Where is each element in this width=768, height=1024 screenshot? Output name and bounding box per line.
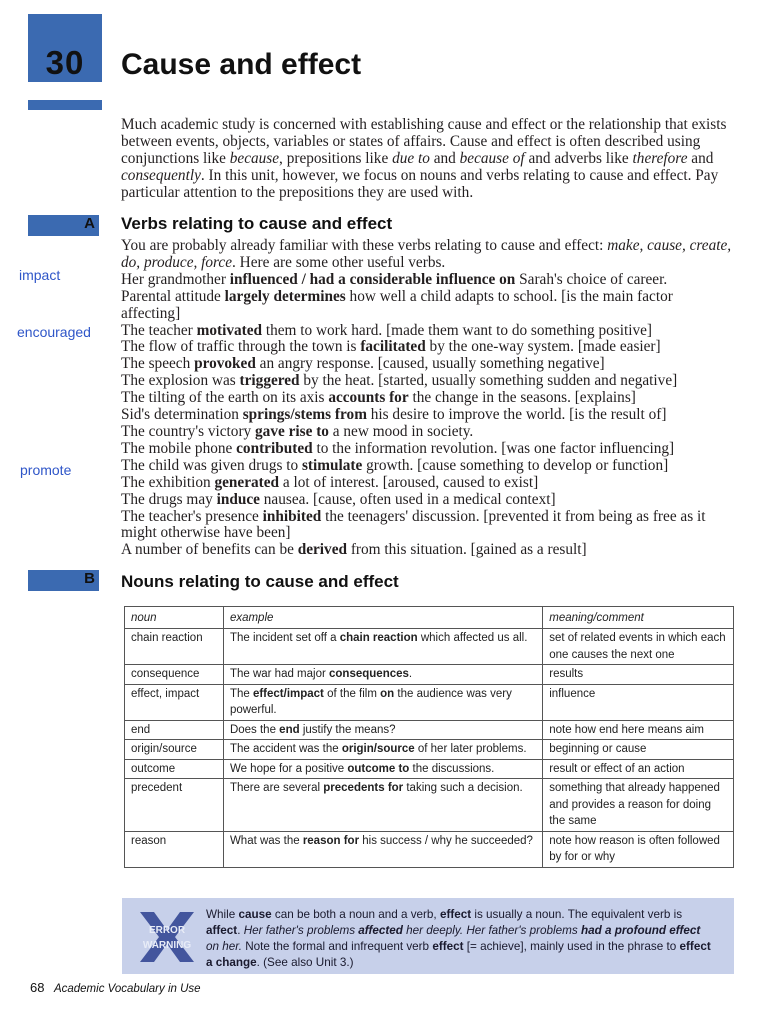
margin-note-promote: promote [20, 462, 72, 478]
verb-example-line: You are probably already familiar with these verbs relating to cause and effect: make, cause, create, do, produce, force. Here are some other useful verbs. [121, 237, 732, 271]
section-a-tag [28, 215, 99, 236]
nouns-table [124, 606, 734, 868]
example-cell: We hope for a positive outcome to the discussions. [223, 759, 542, 779]
unit-box-bar [28, 100, 102, 110]
example-cell: The accident was the origin/source of her later problems. [223, 740, 542, 760]
verb-example-line: A number of benefits can be derived from this situation. [gained as a result] [121, 541, 587, 559]
verb-example-line: The drugs may induce nausea. [cause, often used in a medical context] [121, 490, 556, 508]
table-row [125, 740, 734, 760]
warning-icon-word: WARNING [142, 940, 192, 951]
verb-examples-list [121, 238, 733, 559]
noun-cell: effect, impact [125, 684, 224, 720]
meaning-cell: beginning or cause [543, 740, 734, 760]
meaning-cell: results [543, 665, 734, 685]
meaning-cell: set of related events in which each one causes the next one [543, 629, 734, 665]
error-warning-box [122, 898, 734, 974]
verb-example-line: The exhibition generated a lot of interest. [aroused, caused to exist] [121, 473, 539, 491]
verb-example-line: The mobile phone contributed to the information revolution. [was one factor influencing] [121, 439, 675, 457]
noun-cell: end [125, 720, 224, 740]
margin-note-encouraged: encouraged [17, 324, 91, 340]
table-row [125, 779, 734, 832]
table-row [125, 665, 734, 685]
example-cell: The war had major consequences. [223, 665, 542, 685]
noun-cell: chain reaction [125, 629, 224, 665]
verb-example-line: The teacher motivated them to work hard. [made them want to do something positive] [121, 321, 653, 339]
unit-number: 30 [45, 44, 85, 81]
page-number: 68 [30, 980, 45, 995]
unit-box-band [28, 82, 102, 100]
meaning-cell: result or effect of an action [543, 759, 734, 779]
column-header-meaning: meaning/comment [543, 607, 734, 629]
verb-example-line: The teacher's presence inhibited the teenagers' discussion. [prevented it from being as free as it might otherwise have been] [121, 507, 706, 542]
section-a-letter: A [84, 215, 95, 232]
noun-cell: outcome [125, 759, 224, 779]
table-row [125, 831, 734, 867]
verb-example-line: The speech provoked an angry response. [caused, usually something negative] [121, 355, 605, 373]
section-b-letter: B [84, 570, 95, 587]
example-cell: Does the end justify the means? [223, 720, 542, 740]
noun-cell: origin/source [125, 740, 224, 760]
column-header-example: example [223, 607, 542, 629]
meaning-cell: something that already happened and provides a reason for doing the same [543, 779, 734, 832]
verb-example-line: Sid's determination springs/stems from his desire to improve the world. [is the result of] [121, 406, 667, 424]
example-cell: The effect/impact of the film on the audience was very powerful. [223, 684, 542, 720]
section-b-tag [28, 570, 99, 591]
noun-cell: reason [125, 831, 224, 867]
section-a-heading: Verbs relating to cause and effect [121, 214, 393, 233]
noun-cell: consequence [125, 665, 224, 685]
table-row [125, 629, 734, 665]
intro-paragraph: Much academic study is concerned with establishing cause and effect or the relationship that exists between events, objects, variables or states of affairs. Cause and effect is often described using conjunctions like because, prepositions like due to and because of and adverbs like therefore and consequently. In this unit, however, we focus on nouns and verbs relating to cause and effect. Pay particular attention to the prepositions they are used with. [121, 116, 727, 201]
verb-example-line: The tilting of the earth on its axis accounts for the change in the seasons. [explains] [121, 389, 636, 407]
error-warning-text: While cause can be both a noun and a verb, effect is usually a noun. The equivalent verb is affect. Her father's problems affected her deeply. Her father's problems had a profound effect on her. Note the formal and infrequent verb effect [= achieve], mainly used in the phrase to effect a change. (See also Unit 3.) [206, 908, 711, 969]
verb-example-line: Her grandmother influenced / had a considerable influence on Sarah's choice of career. [121, 270, 668, 288]
verb-example-line: The flow of traffic through the town is facilitated by the one-way system. [made easier] [121, 338, 661, 356]
table-row [125, 684, 734, 720]
example-cell: The incident set off a chain reaction which affected us all. [223, 629, 542, 665]
book-title: Academic Vocabulary in Use [53, 983, 201, 995]
example-cell: What was the reason for his success / why he succeeded? [223, 831, 542, 867]
verb-example-line: Parental attitude largely determines how well a child adapts to school. [is the main factor affecting] [121, 287, 673, 322]
verb-example-line: The country's victory gave rise to a new mood in society. [121, 422, 474, 440]
margin-note-impact: impact [19, 267, 61, 283]
error-warning-icon [132, 906, 202, 968]
unit-number-box [28, 14, 102, 98]
table-header-row [125, 607, 734, 629]
meaning-cell: influence [543, 684, 734, 720]
noun-cell: precedent [125, 779, 224, 832]
page-footer [30, 980, 201, 995]
unit-title: Cause and effect [121, 48, 362, 81]
example-cell: There are several precedents for taking such a decision. [223, 779, 542, 832]
meaning-cell: note how reason is often followed by for or why [543, 831, 734, 867]
error-icon-word: ERROR [148, 925, 186, 936]
section-b-heading: Nouns relating to cause and effect [121, 572, 399, 591]
column-header-noun: noun [125, 607, 224, 629]
verb-example-line: The child was given drugs to stimulate growth. [cause something to develop or function] [121, 456, 669, 474]
table-row [125, 720, 734, 740]
meaning-cell: note how end here means aim [543, 720, 734, 740]
table-row [125, 759, 734, 779]
verb-example-line: The explosion was triggered by the heat. [started, usually something sudden and negative] [121, 372, 678, 390]
